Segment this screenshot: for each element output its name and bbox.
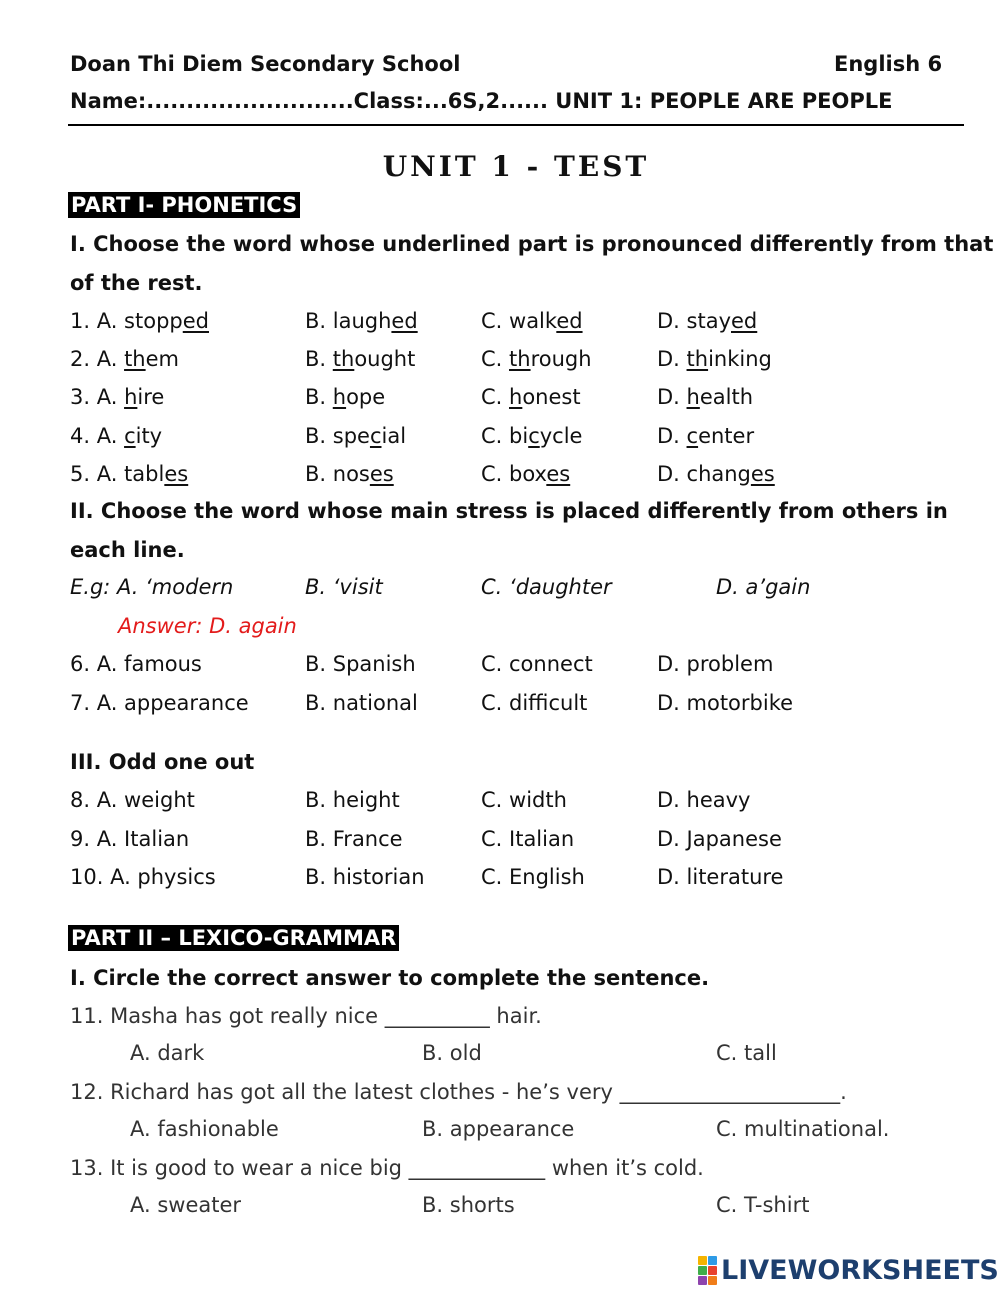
example-answer: Answer: D. again bbox=[118, 614, 297, 638]
liveworksheets-brand: LIVEWORKSHEETS bbox=[721, 1255, 999, 1286]
option-q9-c: C. Italian bbox=[481, 827, 575, 851]
option-q6-a: 6. A. famous bbox=[70, 652, 202, 676]
answer-q11-c: C. tall bbox=[716, 1041, 777, 1065]
option-q6-d: D. problem bbox=[657, 652, 774, 676]
option-q4-b: B. special bbox=[305, 424, 407, 448]
logo-square bbox=[698, 1256, 707, 1265]
option-q1-a: 1. A. stopped bbox=[70, 309, 209, 333]
sec2-instruction-1: II. Choose the word whose main stress is placed differently from others in bbox=[70, 499, 948, 523]
option-q10-a: 10. A. physics bbox=[70, 865, 216, 889]
liveworksheets-logo bbox=[698, 1255, 999, 1286]
header-divider bbox=[68, 124, 964, 126]
option-q4-a: 4. A. city bbox=[70, 424, 163, 448]
example-b: B. ‘visit bbox=[305, 575, 383, 599]
option-q5-a: 5. A. tables bbox=[70, 462, 189, 486]
option-q3-d: D. health bbox=[657, 385, 754, 409]
option-q1-c: C. walked bbox=[481, 309, 583, 333]
option-q2-a: 2. A. them bbox=[70, 347, 179, 371]
answer-q12-a: A. fashionable bbox=[130, 1117, 279, 1141]
option-q10-b: B. historian bbox=[305, 865, 425, 889]
option-q2-c: C. through bbox=[481, 347, 592, 371]
answer-q13-a: A. sweater bbox=[130, 1193, 242, 1217]
logo-square bbox=[698, 1276, 707, 1285]
option-q5-c: C. boxes bbox=[481, 462, 571, 486]
option-q7-c: C. difficult bbox=[481, 691, 588, 715]
question-12: 12. Richard has got all the latest clothes - he’s very _____________________. bbox=[70, 1080, 847, 1104]
option-q3-b: B. hope bbox=[305, 385, 386, 409]
liveworksheets-icon bbox=[698, 1256, 717, 1285]
option-q6-c: C. connect bbox=[481, 652, 593, 676]
example-a: E.g: A. ‘modern bbox=[70, 575, 234, 599]
option-q8-d: D. heavy bbox=[657, 788, 751, 812]
option-q2-d: D. thinking bbox=[657, 347, 772, 371]
part2-label: PART II – LEXICO-GRAMMAR bbox=[68, 925, 399, 951]
option-q3-c: C. honest bbox=[481, 385, 581, 409]
sec1-instruction-2: of the rest. bbox=[70, 271, 203, 295]
logo-square bbox=[698, 1266, 707, 1275]
option-q7-d: D. motorbike bbox=[657, 691, 794, 715]
option-q9-d: D. Japanese bbox=[657, 827, 782, 851]
sec3-instruction: III. Odd one out bbox=[70, 750, 255, 774]
option-q6-b: B. Spanish bbox=[305, 652, 416, 676]
option-q1-d: D. stayed bbox=[657, 309, 758, 333]
option-q5-b: B. noses bbox=[305, 462, 394, 486]
part2-instruction: I. Circle the correct answer to complete the sentence. bbox=[70, 966, 710, 990]
answer-q11-a: A. dark bbox=[130, 1041, 205, 1065]
option-q3-a: 3. A. hire bbox=[70, 385, 165, 409]
option-q7-a: 7. A. appearance bbox=[70, 691, 249, 715]
question-11: 11. Masha has got really nice __________ hair. bbox=[70, 1004, 542, 1028]
option-q10-d: D. literature bbox=[657, 865, 784, 889]
option-q4-d: D. center bbox=[657, 424, 755, 448]
answer-q12-b: B. appearance bbox=[422, 1117, 575, 1141]
option-q2-b: B. thought bbox=[305, 347, 416, 371]
option-q9-b: B. France bbox=[305, 827, 403, 851]
answer-q11-b: B. old bbox=[422, 1041, 482, 1065]
option-q8-c: C. width bbox=[481, 788, 567, 812]
logo-square bbox=[708, 1256, 717, 1265]
logo-square bbox=[708, 1266, 717, 1275]
page-title: UNIT 1 - TEST bbox=[382, 150, 650, 183]
option-q9-a: 9. A. Italian bbox=[70, 827, 190, 851]
example-d: D. a’gain bbox=[716, 575, 811, 599]
name-class-line: Name:..........................Class:...6S,2...... UNIT 1: PEOPLE ARE PEOPLE bbox=[70, 89, 893, 113]
part1-label: PART I- PHONETICS bbox=[68, 192, 300, 218]
answer-q12-c: C. multinational. bbox=[716, 1117, 890, 1141]
option-q10-c: C. English bbox=[481, 865, 585, 889]
sec2-instruction-2: each line. bbox=[70, 538, 185, 562]
example-c: C. ‘daughter bbox=[481, 575, 612, 599]
option-q8-a: 8. A. weight bbox=[70, 788, 195, 812]
school-name: Doan Thi Diem Secondary School bbox=[70, 52, 461, 76]
option-q8-b: B. height bbox=[305, 788, 400, 812]
answer-q13-b: B. shorts bbox=[422, 1193, 515, 1217]
subject-label: English 6 bbox=[834, 52, 943, 76]
logo-square bbox=[708, 1276, 717, 1285]
option-q1-b: B. laughed bbox=[305, 309, 418, 333]
answer-q13-c: C. T-shirt bbox=[716, 1193, 810, 1217]
option-q5-d: D. changes bbox=[657, 462, 775, 486]
option-q4-c: C. bicycle bbox=[481, 424, 583, 448]
question-13: 13. It is good to wear a nice big _____________ when it’s cold. bbox=[70, 1156, 704, 1180]
sec1-instruction-1: I. Choose the word whose underlined part is pronounced differently from that bbox=[70, 232, 994, 256]
option-q7-b: B. national bbox=[305, 691, 418, 715]
